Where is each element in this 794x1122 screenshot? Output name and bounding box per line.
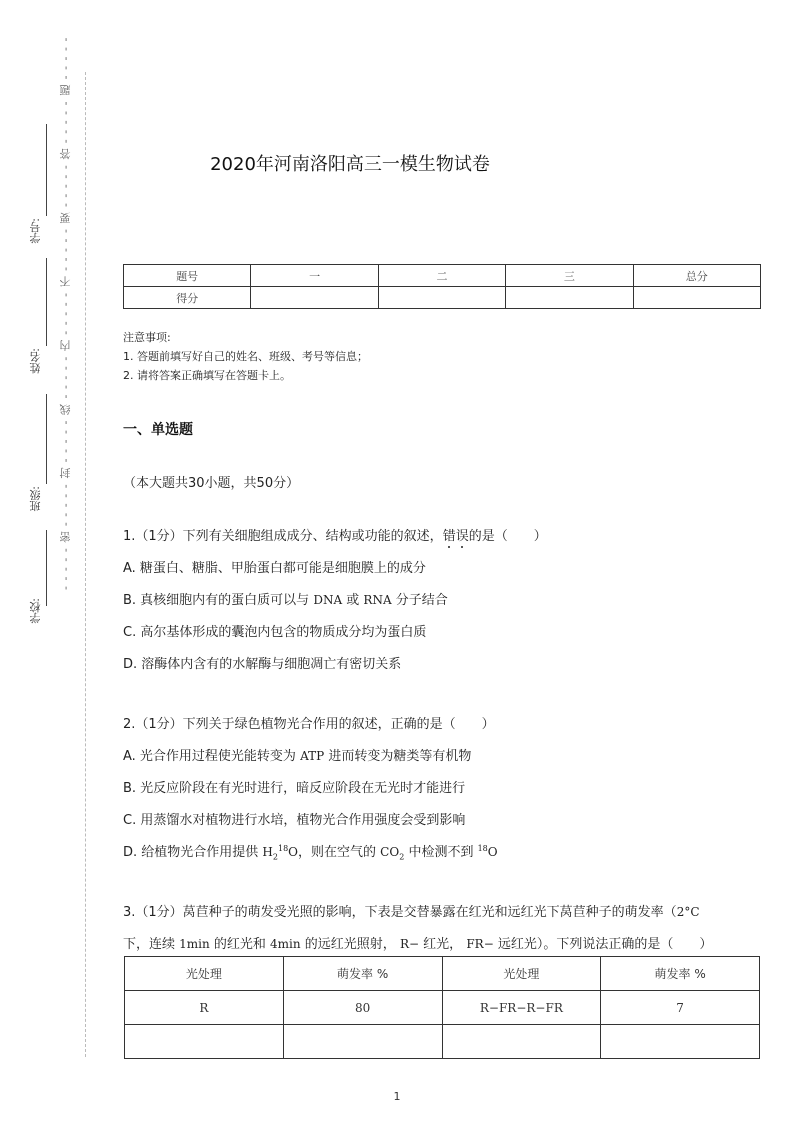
name-label: 姓名: <box>29 348 42 374</box>
light-table-row <box>125 991 760 1025</box>
time-term: 4min <box>270 937 301 951</box>
q2-option-d <box>123 841 498 861</box>
q2-option-d-text: ，则在空气的 <box>298 845 377 860</box>
q2-option-a <box>123 745 471 764</box>
o18-formula <box>478 845 498 859</box>
score-table-row <box>124 287 761 309</box>
school-line <box>46 530 47 606</box>
score-cell <box>251 287 378 309</box>
temperature-term: 2°C <box>676 905 700 919</box>
formula-part: O <box>487 845 498 859</box>
q3-stem-text: 下，连续 <box>123 937 176 952</box>
atp-term: ATP <box>300 749 325 763</box>
score-header-cell: 总分 <box>633 265 760 287</box>
score-header-cell: 题号 <box>124 265 251 287</box>
formula-sub: 2 <box>399 852 405 862</box>
q1-option-b-text: B. 真核细胞内有的蛋白质可以与 <box>123 593 310 608</box>
formula-part: O <box>288 845 299 859</box>
page-number: 1 <box>393 1090 401 1103</box>
r-term: R− <box>399 937 420 951</box>
school-label: 学校: <box>29 598 42 624</box>
name-line <box>46 258 47 346</box>
light-cell <box>283 1025 442 1059</box>
q2-option-a-text: A. 光合作用过程使光能转变为 <box>123 749 296 764</box>
score-cell <box>633 287 760 309</box>
fr-term: FR− <box>466 937 494 951</box>
score-cell <box>378 287 505 309</box>
q2-option-d-text: 中检测不到 <box>408 845 474 860</box>
q1-option-d: D. 溶酶体内含有的水解酶与细胞凋亡有密切关系 <box>123 657 402 672</box>
light-cell: R−FR−R−FR <box>442 991 601 1025</box>
q2-option-c: C. 用蒸馏水对植物进行水培，植物光合作用强度会受到影响 <box>123 813 466 828</box>
score-table <box>123 264 761 309</box>
page-title: 2020年河南洛阳高三一模生物试卷 <box>210 154 490 175</box>
light-table-header-row <box>125 957 760 991</box>
question-3-stem-line1 <box>123 901 700 920</box>
light-treatment-table <box>124 956 760 1059</box>
q3-stem-text: 3.（1分）莴苣种子的萌发受光照的影响，下表是交替暴露在红光和远红光下莴苣种子的萌发率（ <box>123 905 677 920</box>
light-cell <box>125 1025 284 1059</box>
formula-sup: 18 <box>277 844 289 853</box>
notice-item: 2. 请将答案正确填写在答题卡上。 <box>123 369 291 382</box>
rna-term: RNA <box>363 593 392 607</box>
score-cell <box>506 287 633 309</box>
light-cell <box>601 1025 760 1059</box>
q3-stem-text: 红光， <box>423 937 463 952</box>
light-table-row <box>125 1025 760 1059</box>
light-header-cell: 萌发率 % <box>283 957 442 991</box>
time-term: 1min <box>179 937 210 951</box>
q1-option-a: A. 糖蛋白、糖脂、甲胎蛋白都可能是细胞膜上的成分 <box>123 561 426 576</box>
q1-option-b-text: 或 <box>346 593 360 608</box>
score-row-label: 得分 <box>124 287 251 309</box>
question-1-stem <box>123 525 547 544</box>
emphasis-char: 误 <box>455 529 469 544</box>
light-cell: 7 <box>601 991 760 1025</box>
light-cell <box>442 1025 601 1059</box>
formula-part: H <box>262 845 273 859</box>
q1-option-c: C. 高尔基体形成的囊泡内包含的物质成分均为蛋白质 <box>123 625 427 640</box>
formula-sub: 2 <box>272 852 278 862</box>
light-header-cell: 光处理 <box>125 957 284 991</box>
class-line <box>46 394 47 484</box>
binding-dashed-line <box>85 72 86 1057</box>
dna-term: DNA <box>313 593 343 607</box>
light-cell: R <box>125 991 284 1025</box>
q1-option-b <box>123 589 448 608</box>
seal-line-text: - - - - - 密 - - - - - 封 - - - - - 线 - - - - - 内 - - - - - 不 - - - - - 要 - - - - - 答 - - - - - 题 - - - - - <box>59 36 72 590</box>
class-label: 班级: <box>29 486 42 512</box>
q2-option-d-text: D. 给植物光合作用提供 <box>123 845 259 860</box>
h2o-formula <box>262 844 299 862</box>
light-cell: 80 <box>283 991 442 1025</box>
section-description: （本大题共30小题，共50分） <box>123 476 300 491</box>
question-2-stem: 2.（1分）下列关于绿色植物光合作用的叙述，正确的是（ ） <box>123 717 495 732</box>
q3-stem-text: 远红光）。下列说法正确的是（ ） <box>497 937 713 952</box>
formula-sup: 18 <box>477 844 488 853</box>
light-header-cell: 萌发率 % <box>601 957 760 991</box>
score-header-cell: 二 <box>378 265 505 287</box>
q2-option-b: B. 光反应阶段在有光时进行，暗反应阶段在无光时才能进行 <box>123 781 466 796</box>
notice-item: 1. 答题前填写好自己的姓名、班级、考号等信息； <box>123 350 368 363</box>
q1-stem-text: 的是（ ） <box>468 529 547 544</box>
score-header-cell: 三 <box>506 265 633 287</box>
question-3-stem-line2 <box>123 933 712 952</box>
q1-stem-text: 1.（1分）下列有关细胞组成成分、结构或功能的叙述， <box>123 529 443 544</box>
q1-option-b-text: 分子结合 <box>395 593 448 608</box>
q2-option-a-text: 进而转变为糖类等有机物 <box>328 749 472 764</box>
light-header-cell: 光处理 <box>442 957 601 991</box>
notice-block <box>123 328 368 385</box>
score-table-header-row <box>124 265 761 287</box>
q3-stem-text: 的远红光照射， <box>304 937 396 952</box>
notice-heading: 注意事项: <box>123 331 171 344</box>
co2-formula <box>380 845 405 862</box>
emphasis-char: 错 <box>442 529 456 544</box>
student-id-label: 学号: <box>29 218 42 244</box>
q3-stem-text: 的红光和 <box>213 937 266 952</box>
score-header-cell: 一 <box>251 265 378 287</box>
formula-part: CO <box>380 845 400 859</box>
section-title: 一、单选题 <box>123 422 193 438</box>
